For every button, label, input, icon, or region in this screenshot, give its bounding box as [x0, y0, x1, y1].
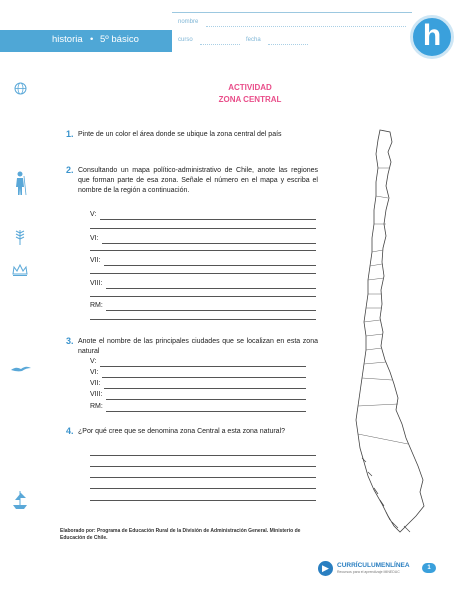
curso-field[interactable] [200, 44, 240, 45]
region-label: VII: [90, 257, 101, 264]
answer-line[interactable] [104, 265, 316, 266]
decorative-strip [0, 70, 40, 520]
brand-subtitle: Recursos para el aprendizaje MINEDUC [337, 570, 400, 574]
nombre-field[interactable] [206, 26, 406, 27]
h-logo-icon: h [410, 15, 454, 59]
nombre-label: nombre [178, 19, 199, 25]
question-2 [66, 165, 318, 196]
page-header [0, 0, 464, 70]
region-label: VIII: [90, 280, 103, 287]
answer-line[interactable] [100, 219, 316, 220]
globe-icon [14, 82, 27, 95]
answer-line[interactable] [90, 319, 316, 320]
answer-line[interactable] [100, 366, 306, 367]
answer-line[interactable] [102, 243, 316, 244]
bullet: • [90, 34, 94, 45]
question-4 [66, 426, 318, 437]
answer-line[interactable] [90, 488, 316, 489]
region-label: RM: [90, 302, 103, 309]
answer-line[interactable] [106, 411, 306, 412]
answer-line[interactable] [90, 500, 316, 501]
explorer-figure-icon [13, 170, 27, 196]
curriculum-en-linea-logo [318, 560, 414, 578]
answer-line[interactable] [106, 288, 316, 289]
activity-subtitle: ZONA CENTRAL [218, 95, 282, 104]
answer-line[interactable] [106, 310, 316, 311]
play-icon: ▶ [318, 561, 333, 576]
answer-line[interactable] [104, 388, 306, 389]
region-label: V: [90, 211, 97, 218]
page-number: 1 [422, 563, 436, 573]
answer-line[interactable] [90, 477, 316, 478]
question-number: 2. [66, 165, 74, 175]
answer-line[interactable] [90, 455, 316, 456]
question-number: 1. [66, 129, 74, 139]
fecha-label: fecha [246, 37, 261, 43]
answer-line[interactable] [90, 466, 316, 467]
question-text: ¿Por qué cree que se denomina zona Central a esta zona natural? [78, 428, 286, 435]
region-label: VIII: [90, 391, 103, 398]
question-1 [66, 129, 318, 140]
answer-line[interactable] [90, 250, 316, 251]
answer-line[interactable] [106, 399, 306, 400]
answer-line[interactable] [102, 377, 306, 378]
question-text: Consultando un mapa político-administrativo de Chile, anote las regiones que forman parte de esa zona. Señale el número en el mapa y escriba el nombre de la región a continuación. [78, 167, 318, 194]
crown-icon [11, 263, 29, 277]
region-label: V: [90, 358, 97, 365]
credits-note: Elaborado por: Programa de Educación Rural de la División de Administración General. Ministerio de Educación de Chile. [60, 528, 301, 541]
fecha-field[interactable] [268, 44, 308, 45]
region-label: VI: [90, 235, 99, 242]
subject-label: historia [52, 34, 83, 45]
brand-name: CURRÍCULUMENLÍNEA [337, 562, 410, 569]
question-number: 4. [66, 426, 74, 436]
answer-line[interactable] [90, 273, 316, 274]
ship-icon [11, 490, 29, 510]
subject-banner [0, 30, 172, 52]
grade-label: 5º básico [100, 34, 139, 45]
curso-label: curso [178, 37, 193, 43]
question-text: Pinte de un color el área donde se ubique la zona central del país [78, 131, 282, 138]
question-3 [66, 336, 318, 357]
chile-map [328, 128, 428, 538]
wheat-icon [13, 228, 27, 246]
chile-outline [356, 130, 424, 532]
region-label: RM: [90, 403, 103, 410]
region-label: VI: [90, 369, 99, 376]
answer-line[interactable] [90, 228, 316, 229]
answer-line[interactable] [90, 296, 316, 297]
bird-icon [10, 364, 32, 374]
student-fields [172, 12, 412, 60]
activity-title: ACTIVIDAD [228, 83, 272, 92]
region-label: VII: [90, 380, 101, 387]
question-number: 3. [66, 336, 74, 346]
question-text: Anote el nombre de las principales ciudades que se localizan en esta zona natural [78, 338, 318, 355]
